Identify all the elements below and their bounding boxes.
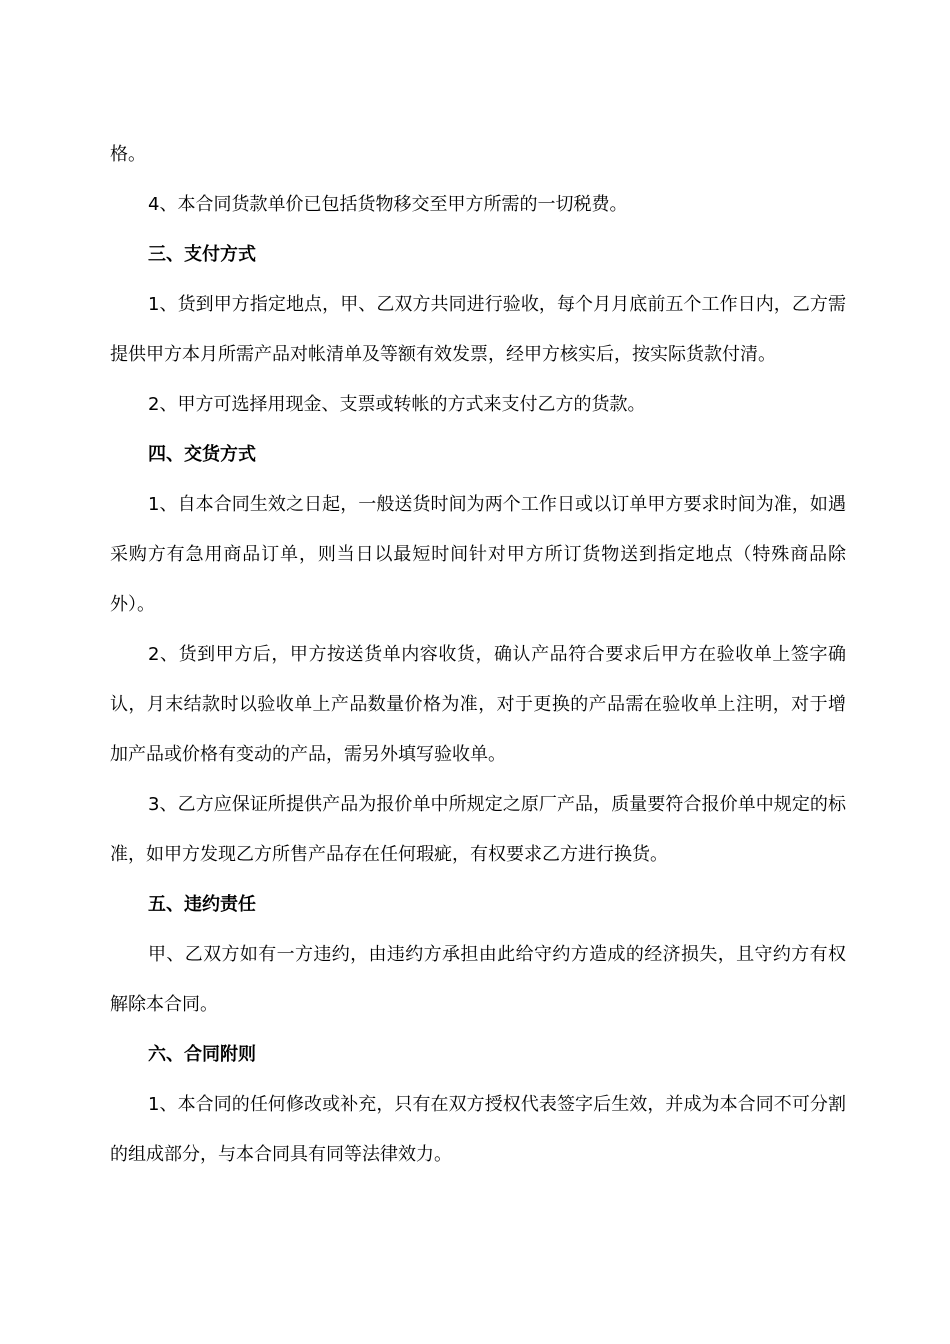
paragraph-continuation: 格。 [110,144,146,165]
paragraph-supplementary-1: 1、本合同的任何修改或补充，只有在双方授权代表签字后生效，并成为本合同不可分割的组成部分，与本合同具有同等法律效力。 [110,1094,846,1165]
section-heading-breach: 五、违约责任 [148,894,256,915]
paragraph-breach: 甲、乙双方如有一方违约，由违约方承担由此给守约方造成的经济损失，且守约方有权解除本合同。 [110,944,846,1015]
paragraph-delivery-2: 2、货到甲方后，甲方按送货单内容收货，确认产品符合要求后甲方在验收单上签字确认，月末结款时以验收单上产品数量价格为准，对于更换的产品需在验收单上注明，对于增加产品或价格有变动的产品，需另外填写验收单。 [110,644,846,765]
section-heading-payment: 三、支付方式 [148,244,256,265]
section-heading-delivery: 四、交货方式 [148,444,256,465]
document-page [110,130,846,1180]
paragraph-tax-clause: 4、本合同货款单价已包括货物移交至甲方所需的一切税费。 [148,194,628,215]
section-heading-supplementary: 六、合同附则 [148,1044,256,1065]
paragraph-delivery-1: 1、自本合同生效之日起，一般送货时间为两个工作日或以订单甲方要求时间为准，如遇采购方有急用商品订单，则当日以最短时间针对甲方所订货物送到指定地点（特殊商品除外）。 [110,494,846,615]
paragraph-payment-2: 2、甲方可选择用现金、支票或转帐的方式来支付乙方的货款。 [148,394,646,415]
paragraph-payment-1: 1、货到甲方指定地点，甲、乙双方共同进行验收，每个月月底前五个工作日内，乙方需提供甲方本月所需产品对帐清单及等额有效发票，经甲方核实后，按实际货款付清。 [110,294,846,365]
paragraph-delivery-3: 3、乙方应保证所提供产品为报价单中所规定之原厂产品，质量要符合报价单中规定的标准，如甲方发现乙方所售产品存在任何瑕疵，有权要求乙方进行换货。 [110,794,846,865]
